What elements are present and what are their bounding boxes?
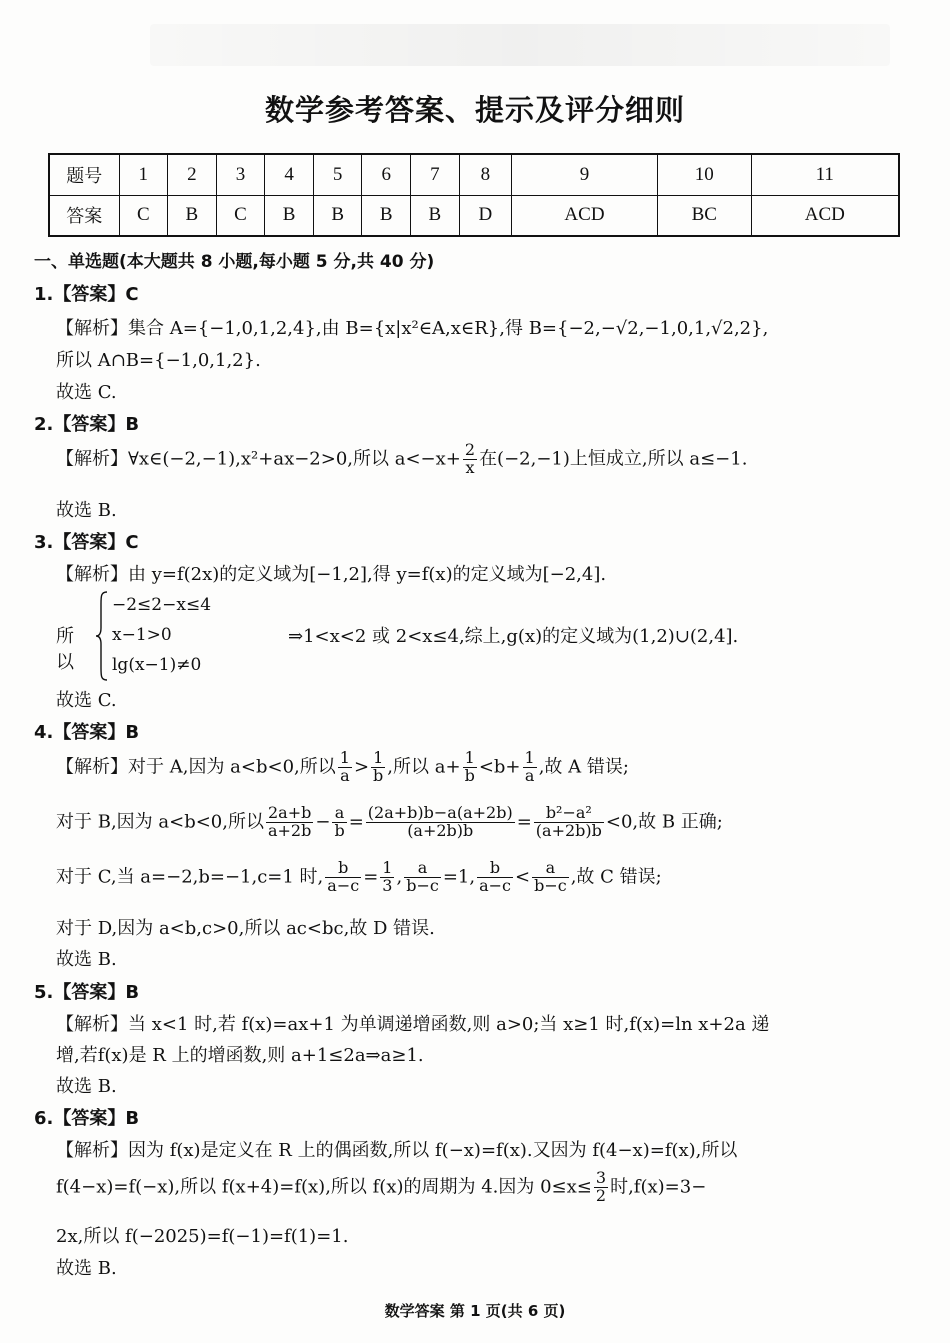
q4-text: 【解析】对于 A,因为 a<b<0,所以 (56, 756, 336, 778)
fraction-denominator: a (340, 765, 350, 785)
fraction (366, 805, 515, 840)
q4-option-d: 对于 D,因为 a<b,c>0,所以 ac<bc,故 D 错误. (56, 918, 435, 939)
q1-analysis-line1: 【解析】集合 A={−1,0,1,2,4},由 B={x|x²∈A,x∈R},得 B={−2,−√2,−1,0,1,√2,2}, (56, 318, 769, 339)
q3-analysis-line1: 【解析】由 y=f(2x)的定义域为[−1,2],得 y=f(x)的定义域为[−2,4]. (56, 564, 607, 585)
q4-text: ,所以 a+ (387, 756, 461, 778)
answer-cell: B (313, 195, 362, 236)
answer-cell: C (119, 195, 168, 236)
q4-conclusion: 故选 B. (56, 949, 117, 970)
q4-text: , (396, 866, 403, 888)
fraction-numerator: b²−a² (534, 805, 604, 823)
q4-text: <0,故 B 正确; (605, 811, 723, 833)
q2-analysis (56, 442, 747, 477)
q6-analysis-line1: 【解析】因为 f(x)是定义在 R 上的偶函数,所以 f(−x)=f(x).又因为 f(4−x)=f(x),所以 (56, 1140, 738, 1161)
fraction (404, 860, 441, 895)
question-number-row (49, 154, 899, 195)
fraction-numerator: a (332, 805, 346, 823)
q4-option-c (56, 860, 662, 895)
fraction (463, 750, 477, 785)
fraction-numerator: 2a+b (267, 803, 312, 822)
answer-cell: B (168, 195, 217, 236)
answer-cell: BC (658, 195, 752, 236)
section-heading: 一、单选题(本大题共 8 小题,每小题 5 分,共 40 分) (34, 252, 435, 272)
fraction (266, 805, 313, 840)
q5-conclusion: 故选 B. (56, 1076, 117, 1097)
fraction (371, 750, 385, 785)
question-number-cell: 6 (362, 154, 411, 195)
q6-analysis-line2 (56, 1170, 706, 1205)
answer-cell: B (265, 195, 314, 236)
q2-analysis-text: 在(−2,−1)上恒成立,所以 a≤−1. (479, 448, 748, 470)
answer-cell: C (216, 195, 265, 236)
q4-text: − (315, 811, 331, 833)
faded-header-watermark (150, 24, 890, 66)
question-number-cell: 5 (313, 154, 362, 195)
q6-analysis-line3: 2x,所以 f(−2025)=f(−1)=f(1)=1. (56, 1226, 349, 1247)
answer-cell: ACD (751, 195, 899, 236)
question-number-cell: 10 (658, 154, 752, 195)
fraction-denominator: 2 (595, 1185, 607, 1205)
fraction-numerator: 1 (382, 858, 393, 877)
fraction (534, 805, 604, 840)
answer-table (48, 153, 900, 237)
fraction (332, 805, 346, 840)
fraction-numerator: 1 (339, 748, 350, 767)
q2-answer: 2.【答案】B (34, 414, 140, 435)
fraction-numerator: (2a+b)b−a(a+2b) (367, 803, 513, 822)
left-brace-icon (94, 590, 110, 682)
question-number-cell: 3 (216, 154, 265, 195)
fraction (463, 442, 477, 477)
row-label-question-number: 题号 (49, 154, 119, 195)
q4-text: < (515, 866, 531, 888)
fraction-denominator: a−c (479, 875, 511, 895)
fraction-numerator: 2 (464, 440, 476, 459)
answer-row (49, 195, 899, 236)
q6-conclusion: 故选 B. (56, 1258, 117, 1279)
fraction-denominator: x (465, 457, 475, 477)
page-footer: 数学答案 第 1 页(共 6 页) (384, 1302, 566, 1320)
answer-cell: B (362, 195, 411, 236)
question-number-cell: 8 (459, 154, 511, 195)
answer-cell: D (459, 195, 511, 236)
q5-answer: 5.【答案】B (34, 982, 140, 1003)
q4-option-a (56, 750, 629, 785)
fraction (594, 1170, 608, 1205)
q3-case: −2≤2−x≤4 (112, 595, 212, 615)
fraction (477, 860, 513, 895)
answer-cell: ACD (511, 195, 657, 236)
fraction (325, 860, 361, 895)
q4-text: = (516, 811, 532, 833)
question-number-cell: 9 (511, 154, 657, 195)
q6-answer: 6.【答案】B (34, 1108, 140, 1129)
q4-text: 对于 C,当 a=−2,b=−1,c=1 时, (56, 866, 324, 888)
q6-text: 时,f(x)=3− (610, 1176, 707, 1198)
fraction-denominator: b−c (406, 875, 439, 895)
q3-conclusion: 故选 C. (56, 690, 117, 711)
q4-text: <b+ (478, 756, 521, 778)
fraction-numerator: 3 (595, 1168, 607, 1187)
q1-answer: 1.【答案】C (34, 284, 139, 305)
q3-so-label: 所以 (56, 626, 74, 673)
q4-text: ,故 C 错误; (570, 866, 662, 888)
fraction-denominator: a−c (327, 875, 360, 895)
q3-cases-result: ⇒1<x<2 或 2<x≤4,综上,g(x)的定义域为(1,2)∪(2,4]. (288, 626, 739, 647)
fraction-denominator: b (334, 820, 345, 840)
q5-analysis-line2: 增,若f(x)是 R 上的增函数,则 a+1≤2a⇒a≥1. (56, 1045, 424, 1066)
q4-text: > (353, 756, 370, 778)
answer-cell: B (411, 195, 460, 236)
q4-text: = (348, 811, 364, 833)
page-title: 数学参考答案、提示及评分细则 (264, 93, 685, 127)
q3-answer: 3.【答案】C (34, 532, 139, 553)
q3-cases (112, 590, 211, 680)
q2-analysis-text: 【解析】∀x∈(−2,−1),x²+ax−2>0,所以 a<−x+ (56, 448, 461, 470)
fraction-numerator: b (477, 860, 513, 878)
q1-conclusion: 故选 C. (56, 382, 117, 403)
fraction-numerator: a (532, 860, 569, 878)
fraction (338, 750, 352, 785)
question-number-cell: 1 (119, 154, 168, 195)
fraction-numerator: a (404, 860, 441, 878)
row-label-answer: 答案 (49, 195, 119, 236)
q6-text: f(4−x)=f(−x),所以 f(x+4)=f(x),所以 f(x)的周期为 4.因为 0≤x≤ (56, 1176, 592, 1198)
q4-text: = (363, 866, 379, 888)
question-number-cell: 11 (751, 154, 899, 195)
fraction-denominator: b (373, 765, 384, 785)
fraction (523, 750, 537, 785)
q1-analysis-line2: 所以 A∩B={−1,0,1,2}. (56, 350, 261, 371)
fraction-denominator: a (524, 765, 535, 785)
q4-text: =1, (442, 866, 476, 888)
q3-case: lg(x−1)≠0 (112, 655, 202, 675)
q4-text: 对于 B,因为 a<b<0,所以 (56, 811, 264, 833)
fraction-denominator: 3 (382, 875, 393, 895)
q4-answer: 4.【答案】B (34, 722, 140, 743)
fraction-denominator: b (464, 765, 475, 785)
fraction-denominator: b−c (534, 875, 567, 895)
question-number-cell: 7 (411, 154, 460, 195)
fraction-numerator: 1 (524, 748, 535, 767)
q3-case: x−1>0 (112, 625, 172, 645)
fraction-numerator: 1 (463, 750, 477, 768)
q2-conclusion: 故选 B. (56, 500, 117, 521)
fraction (380, 860, 394, 895)
fraction-numerator: 1 (371, 750, 385, 768)
fraction-numerator: b (325, 860, 361, 878)
fraction-denominator: (a+2b)b (407, 820, 474, 840)
question-number-cell: 2 (168, 154, 217, 195)
q4-option-b (56, 805, 723, 840)
fraction-denominator: (a+2b)b (535, 820, 602, 840)
fraction-denominator: a+2b (267, 820, 312, 840)
fraction (532, 860, 569, 895)
question-number-cell: 4 (265, 154, 314, 195)
q5-analysis-line1: 【解析】当 x<1 时,若 f(x)=ax+1 为单调递增函数,则 a>0;当 x≥1 时,f(x)=ln x+2a 递 (56, 1014, 770, 1035)
q4-text: ,故 A 错误; (538, 756, 629, 778)
